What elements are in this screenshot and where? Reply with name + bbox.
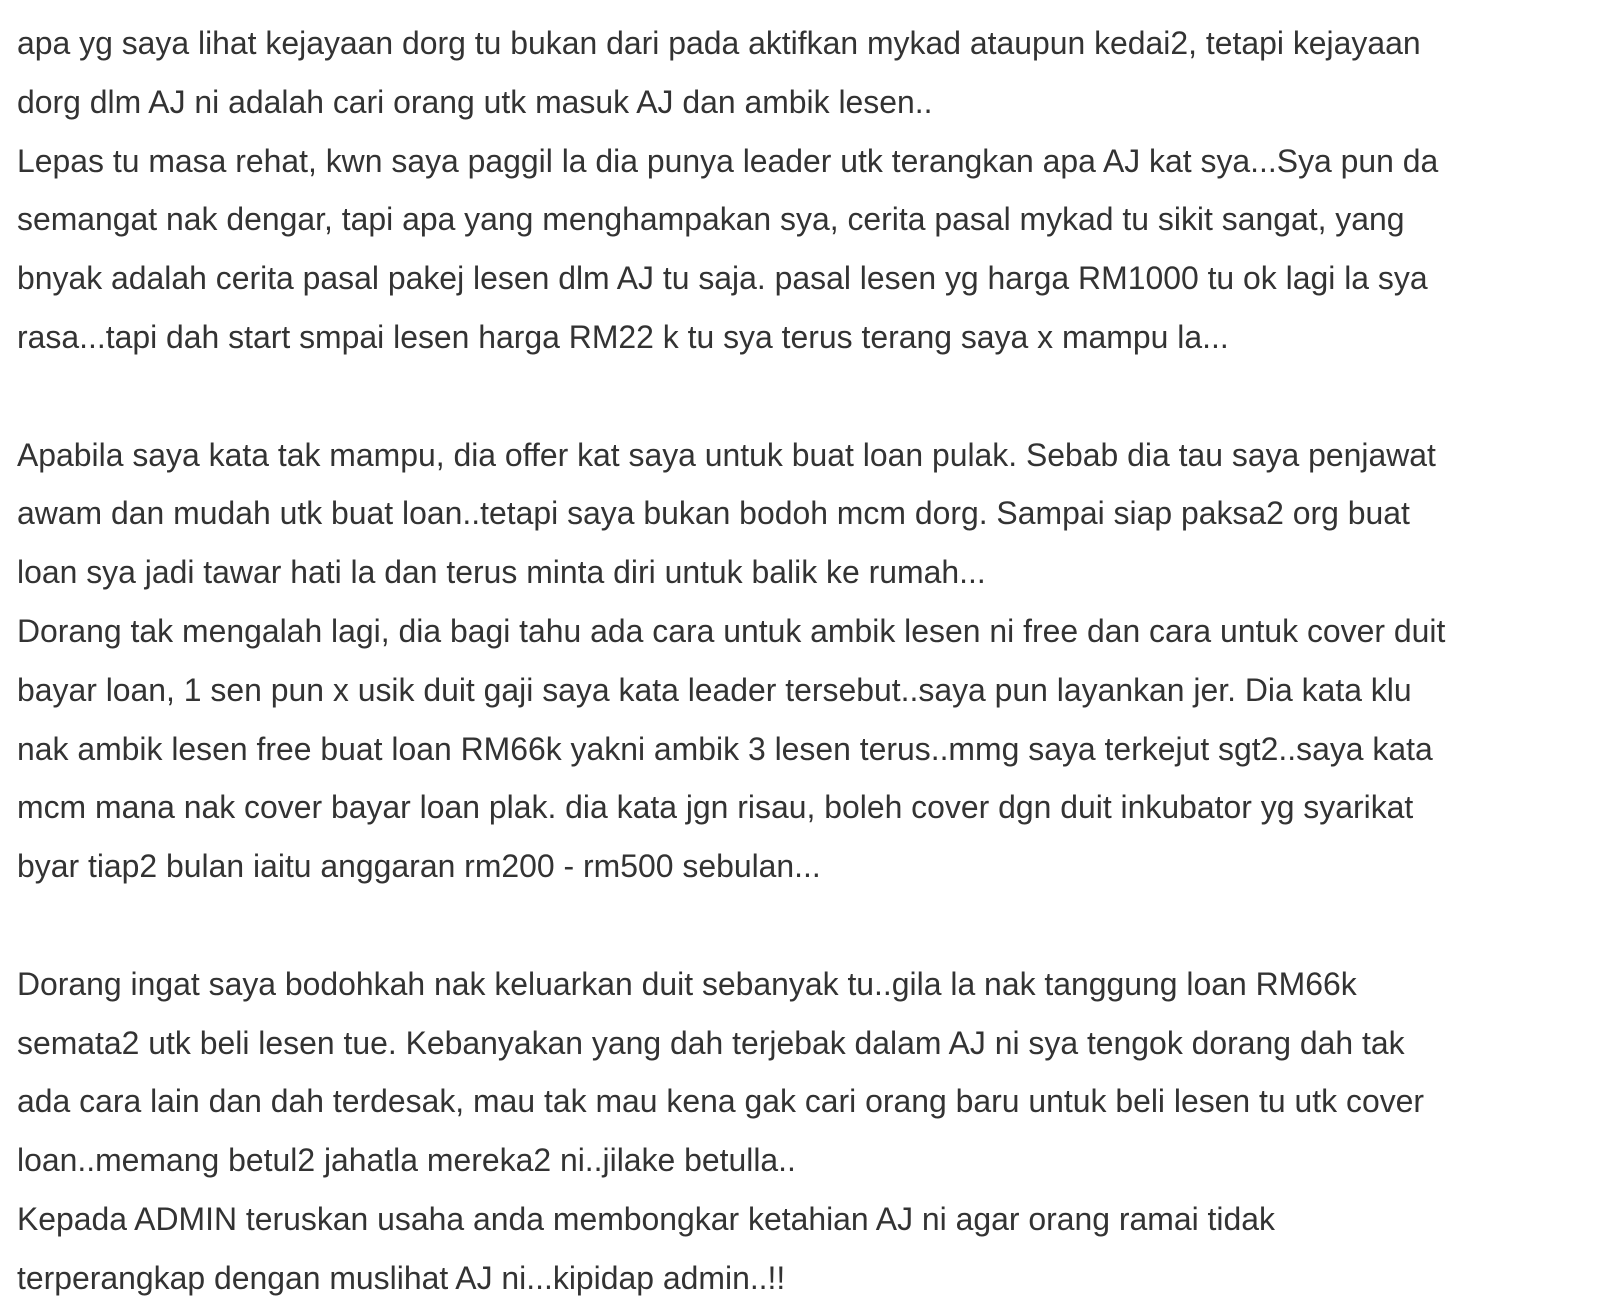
post-text-line: byar tiap2 bulan iaitu anggaran rm200 - rm500 sebulan... — [17, 848, 821, 885]
post-text-line: semata2 utk beli lesen tue. Kebanyakan yang dah terjebak dalam AJ ni sya tengok dorang dah tak — [17, 1024, 1405, 1061]
post-text-line: bayar loan, 1 sen pun x usik duit gaji saya kata leader tersebut..saya pun layankan jer. Dia kata klu — [17, 671, 1412, 708]
post-body — [17, 14, 1587, 1308]
post-text-line: Lepas tu masa rehat, kwn saya paggil la dia punya leader utk terangkan apa AJ kat sya...Sya pun da — [17, 142, 1439, 179]
post-text-line: Kepada ADMIN teruskan usaha anda membongkar ketahian AJ ni agar orang ramai tidak — [17, 1200, 1275, 1237]
post-text-line: Dorang ingat saya bodohkah nak keluarkan duit sebanyak tu..gila la nak tanggung loan RM66k — [17, 965, 1357, 1002]
post-text-line: apa yg saya lihat kejayaan dorg tu bukan dari pada aktifkan mykad ataupun kedai2, tetapi kejayaan — [17, 25, 1421, 61]
post-text-line: semangat nak dengar, tapi apa yang menghampakan sya, cerita pasal mykad tu sikit sangat, yang — [17, 201, 1405, 238]
post-text-line: bnyak adalah cerita pasal pakej lesen dlm AJ tu saja. pasal lesen yg harga RM1000 tu ok lagi la sya — [17, 260, 1428, 297]
post-text-line: dorg dlm AJ ni adalah cari orang utk masuk AJ dan ambik lesen.. — [17, 83, 933, 120]
paragraph-spacer — [17, 896, 1587, 955]
post-text-line: mcm mana nak cover bayar loan plak. dia kata jgn risau, boleh cover dgn duit inkubator yg syarikat — [17, 789, 1414, 826]
paragraph-spacer — [17, 367, 1587, 426]
post-text-line: ada cara lain dan dah terdesak, mau tak mau kena gak cari orang baru untuk beli lesen tu utk cover — [17, 1083, 1425, 1120]
post-text-line: Dorang tak mengalah lagi, dia bagi tahu ada cara untuk ambik lesen ni free dan cara untuk cover duit — [17, 612, 1446, 649]
post-text-line: rasa...tapi dah start smpai lesen harga RM22 k tu sya terus terang saya x mampu la... — [17, 318, 1229, 355]
post-text-line: Apabila saya kata tak mampu, dia offer kat saya untuk buat loan pulak. Sebab dia tau saya penjawat — [17, 436, 1436, 473]
post-text-line: terperangkap dengan muslihat AJ ni...kipidap admin..!! — [17, 1259, 786, 1296]
post-text-line: nak ambik lesen free buat loan RM66k yakni ambik 3 lesen terus..mmg saya terkejut sgt2..saya kata — [17, 730, 1433, 767]
post-text-line: awam dan mudah utk buat loan..tetapi saya bukan bodoh mcm dorg. Sampai siap paksa2 org buat — [17, 495, 1410, 532]
post-text-line: loan..memang betul2 jahatla mereka2 ni..jilake betulla.. — [17, 1142, 796, 1179]
post-text-line: loan sya jadi tawar hati la dan terus minta diri untuk balik ke rumah... — [17, 554, 986, 591]
